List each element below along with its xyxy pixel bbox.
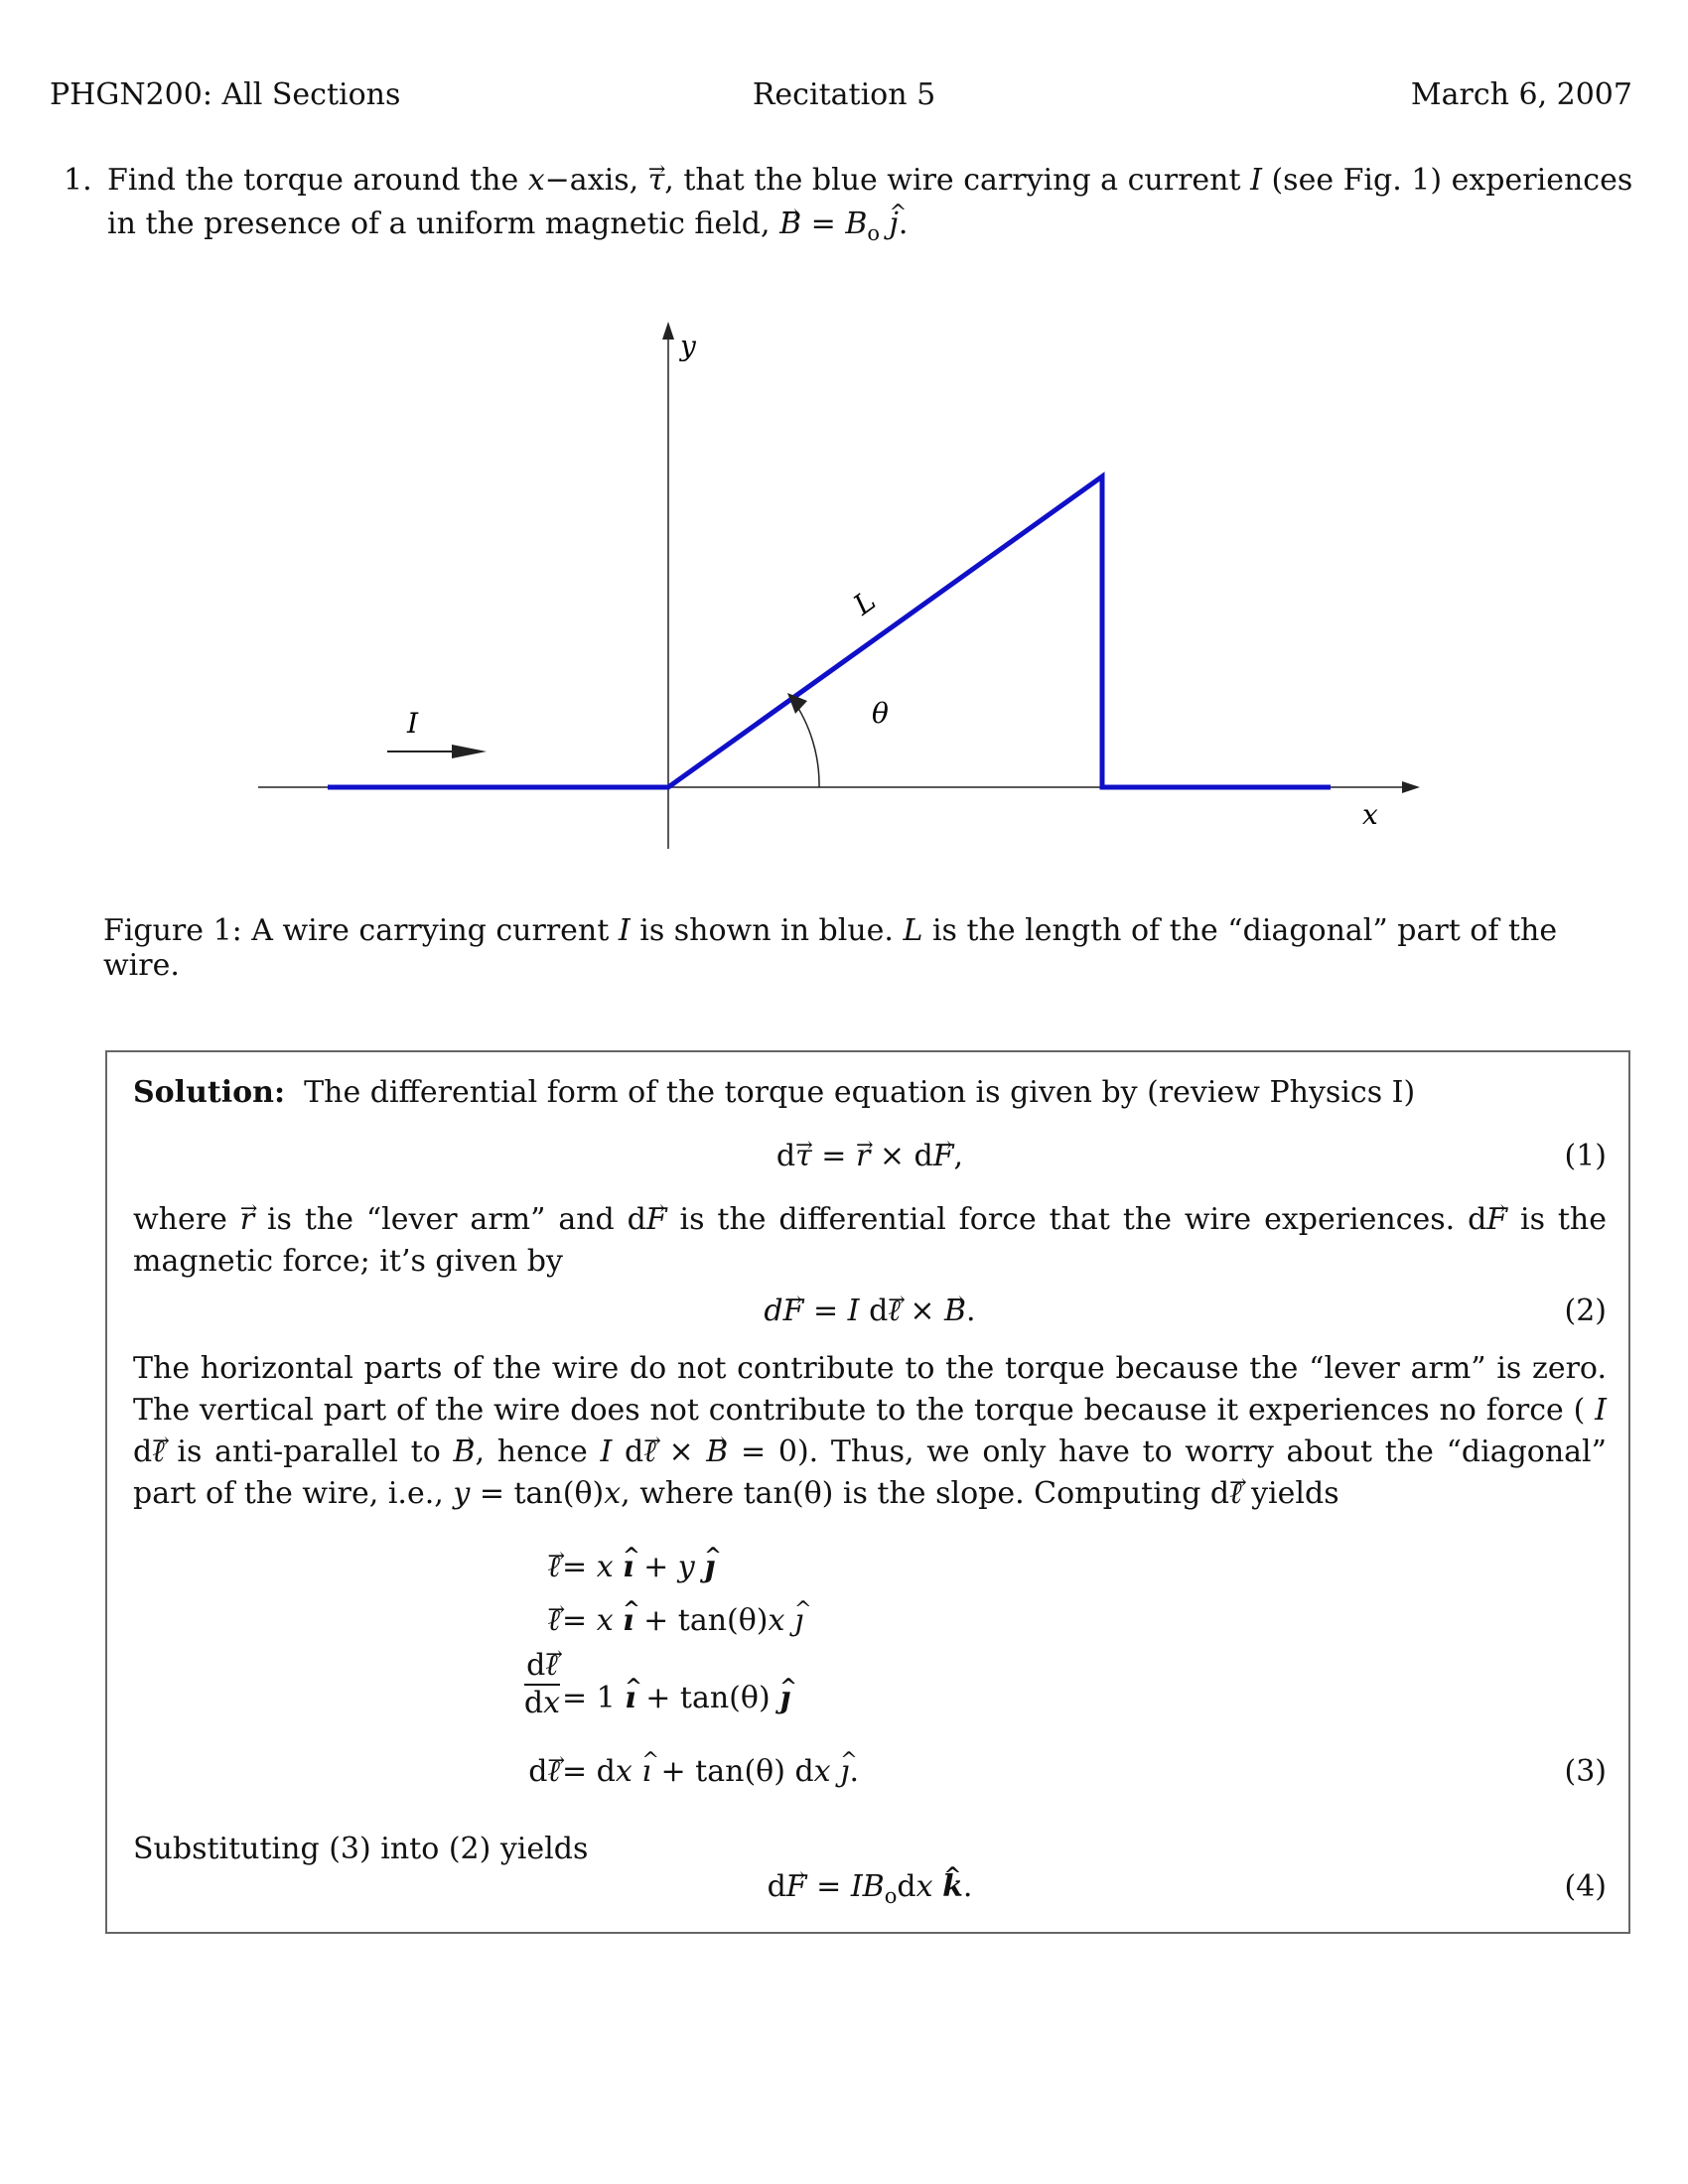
problem-number: 1.: [64, 163, 92, 198]
solution-para-4: Substituting (3) into (2) yields: [133, 1832, 589, 1866]
x-axis-arrow: [1402, 781, 1420, 793]
header-date: March 6, 2007: [1410, 77, 1632, 112]
problem-text: Find the torque around the x−axis, τ →, that the blue wire carrying a current I (see Fig. 1) experiences in the presence of a uniform magnetic field, B → = $B_o$ j ^.: [107, 159, 1642, 255]
label-L: L: [847, 584, 882, 622]
solution-intro: Solution: The differential form of the torque equation is given by (review Physics I): [133, 1075, 1416, 1110]
equation-1: dτ → = r → × dF →, (1): [133, 1128, 1607, 1187]
equation-2: dF → = I dℓ → × B →. (2): [133, 1283, 1607, 1342]
header-title: Recitation 5: [752, 77, 936, 112]
label-I: I: [407, 707, 419, 740]
figure-caption: Figure 1: A wire carrying current I is shown in blue. L is the length of the “diagonal” part of the wire.: [103, 913, 1558, 983]
label-x: x: [1362, 798, 1378, 831]
wire-figure: [248, 318, 1440, 854]
header-course: PHGN200: All Sections: [50, 77, 401, 112]
label-y: y: [680, 330, 696, 362]
problem-statement: [64, 159, 1642, 255]
label-theta: θ: [872, 697, 889, 730]
equation-4: dF → = $IB_odx$ k ^. (4): [133, 1858, 1607, 1918]
blue-wire: [328, 477, 1331, 787]
solution-para-2: where r → is the “lever arm” and dF → is the differential force that the wire experiences. dF → is the magnetic force; it’s given by: [133, 1199, 1607, 1283]
y-axis-arrow: [662, 322, 674, 340]
solution-para-3: The horizontal parts of the wire do not contribute to the torque because the “lever arm” is zero. The vertical part of the wire does not contribute to the torque because it experiences no force ( I dℓ → is anti-parallel to B →, hence I dℓ → × B → = 0). Thus, we only have to worry about the “diagonal” part of the wire, i.e., y = tan(θ)x, where tan(θ) is the slope. Computing dℓ → yields: [133, 1348, 1607, 1515]
equation-3-block: ℓ → = x ı ^ + y ȷ ^ ℓ → = x ı ^ + tan(θ)x ȷ ^ $\frac{\text{dℓ →}}{dx}$ = 1 ı ^ + tan(θ) ȷ ^ dℓ → = dx ı ^ + tan(θ) dx ȷ ^. (3): [133, 1525, 1607, 1815]
solution-box: [105, 1050, 1630, 1934]
current-arrowhead: [452, 745, 487, 758]
